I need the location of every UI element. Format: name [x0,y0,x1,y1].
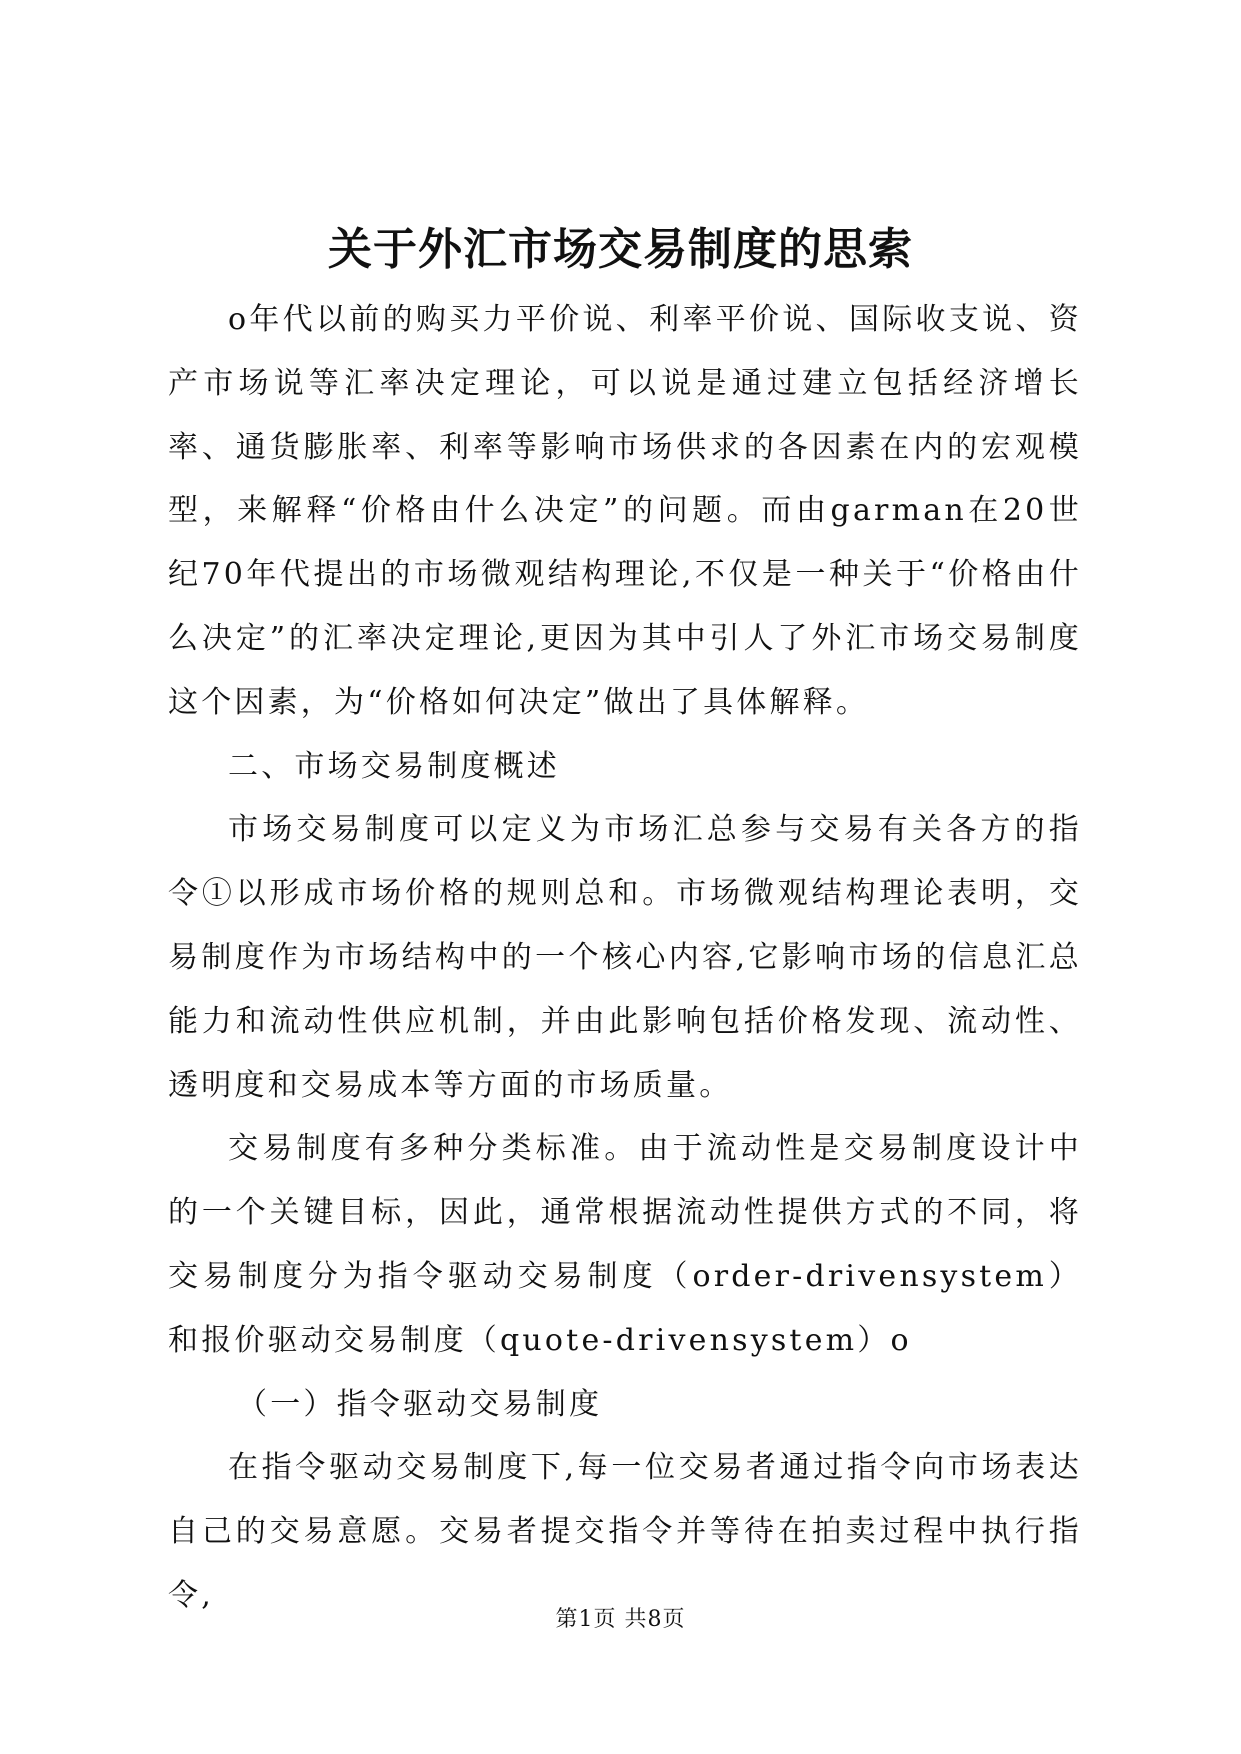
paragraph-classification: 交易制度有多种分类标准。由于流动性是交易制度设计中的一个关键目标，因此，通常根据流动性提供方式的不同，将交易制度分为指令驱动交易制度（order-drivensystem）和报价驱动交易制度（quote-drivensystem）o [168,1131,1082,1358]
paragraph-order-driven: 在指令驱动交易制度下,每一位交易者通过指令向市场表达自己的交易意愿。交易者提交指令并等待在拍卖过程中执行指令, [168,1450,1082,1613]
section-heading-overview: 二、市场交易制度概述 [228,748,560,784]
document-title: 关于外汇市场交易制度的思索 [328,224,913,275]
document-body [168,288,1082,1628]
paragraph-intro: o年代以前的购买力平价说、利率平价说、国际收支说、资产市场说等汇率决定理论，可以说是通过建立包括经济增长率、通货膨胀率、利率等影响市场供求的各因素在内的宏观模型，来解释“价格由什么决定”的问题。而由garman在20世纪70年代提出的市场微观结构理论,不仅是一种关于“价格由什么决定”的汇率决定理论,更因为其中引人了外汇市场交易制度这个因素，为“价格如何决定”做出了具体解释。 [168,302,1082,720]
subsection-heading-order-driven: （一）指令驱动交易制度 [237,1386,603,1422]
paragraph-definition: 市场交易制度可以定义为市场汇总参与交易有关各方的指令①以形成市场价格的规则总和。市场微观结构理论表明，交易制度作为市场结构中的一个核心内容,它影响市场的信息汇总能力和流动性供应机制，并由此影响包括价格发现、流动性、透明度和交易成本等方面的市场质量。 [168,812,1082,1103]
page-number-footer: 第1页 共8页 [555,1607,686,1632]
